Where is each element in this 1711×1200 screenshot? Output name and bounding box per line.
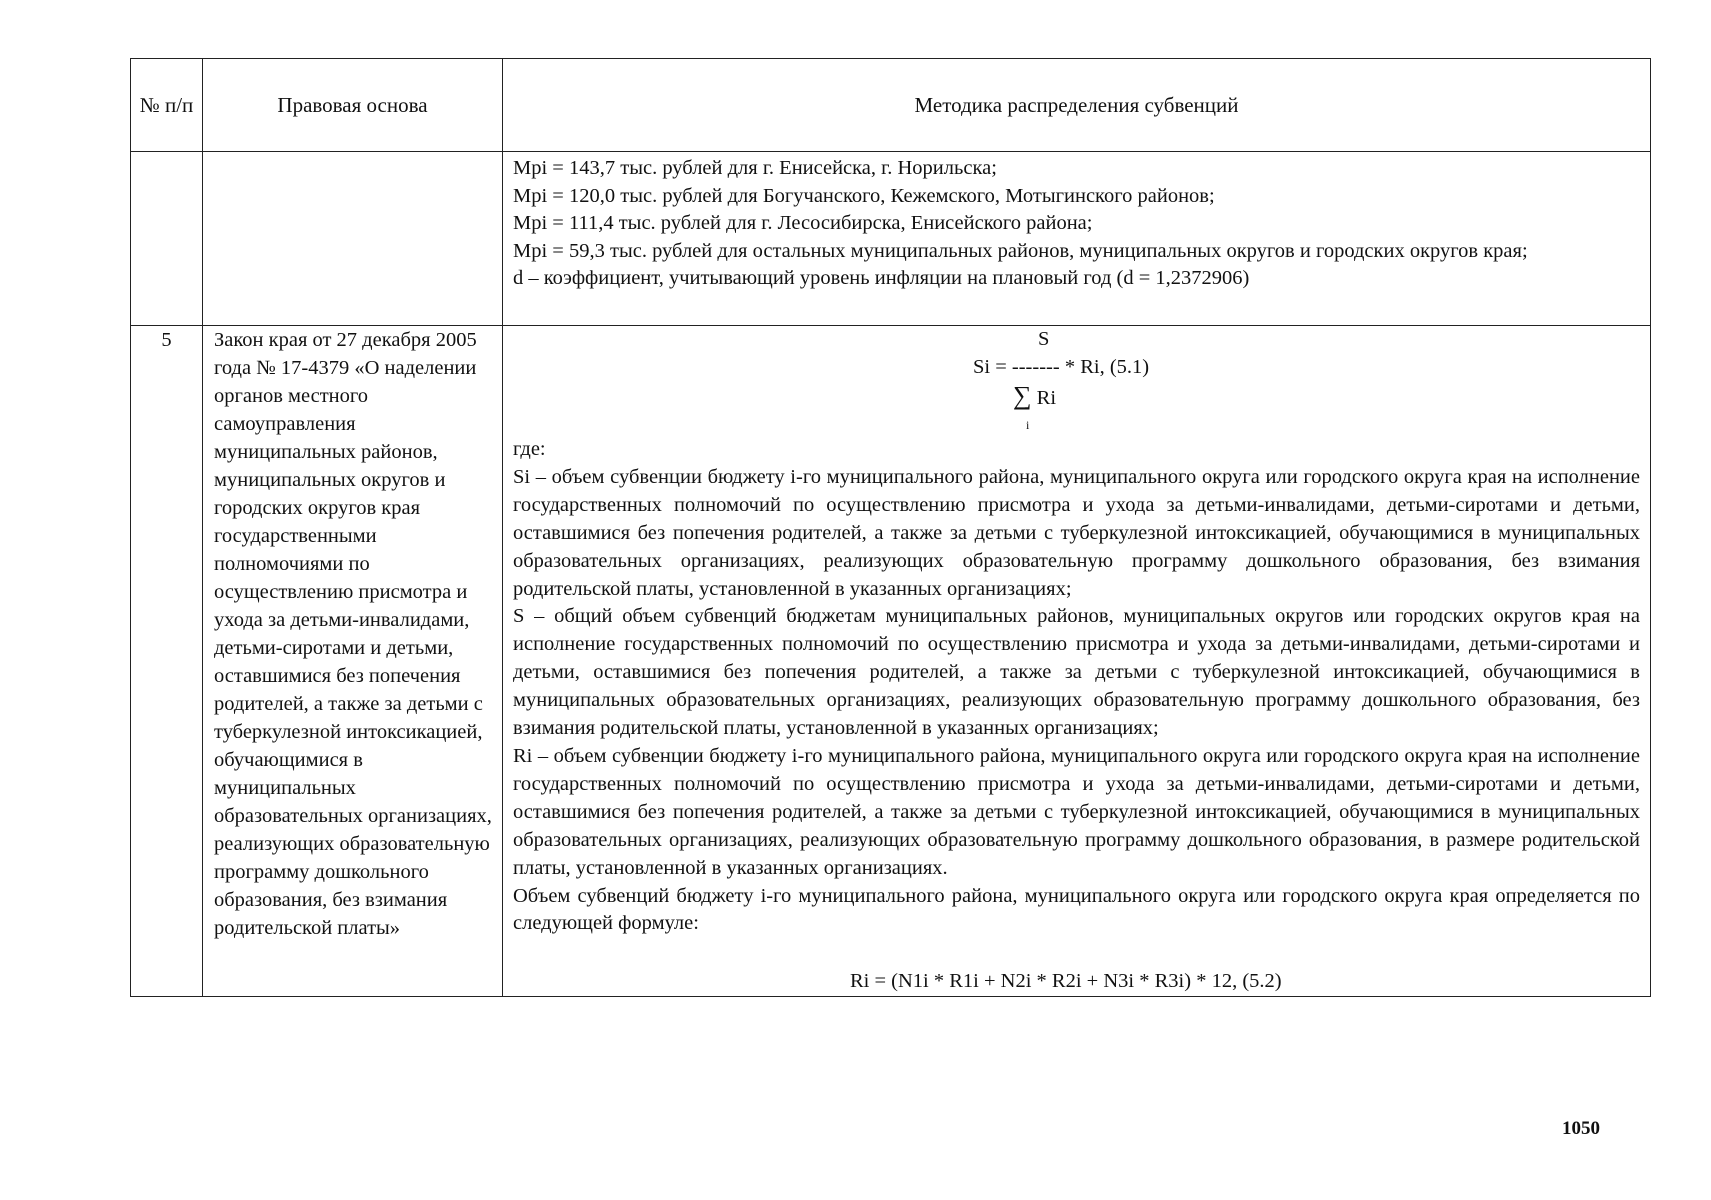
sum-symbol-icon: ∑ [1013,381,1032,410]
mpi-line-2: Mpi = 120,0 тыс. рублей для Богучанского, Кежемского, Мотыгинского районов; [513,184,1215,207]
formula-denominator-ri: Ri [1036,387,1057,409]
row1-law-cell [203,152,503,326]
table-header-row [131,59,1651,152]
formula-numerator: S [1038,328,1050,350]
formula-denominator [1013,382,1056,413]
formula-5-2: Ri = (N1i * R1i + N2i * R2i + N3i * R3i) * 12, (5.2) [850,970,1282,993]
table-row [131,152,1651,326]
row2-law-cell: Закон края от 27 декабря 2005 года № 17-4379 «О наделении органов местного самоуправления муниципальных районов, муниципальных округов и городских округов края государственными полномочиями по осуществлению присмотра и ухода за детьми-инвалидами, детьми-сиротами и детьми, оставшимися без попечения родителей, а также за детьми с туберкулезной интоксикацией, обучающимися в муниципальных образовательных организациях, реализующих образовательную программу дошкольного образования, без взимания родительской платы» [203,326,503,997]
formula-main: Si = ------- * Ri, (5.1) [973,356,1150,378]
where-label: где: [513,438,546,460]
mpi-line-4: Mpi = 59,3 тыс. рублей для остальных муниципальных районов, муниципальных округов и городских округов края; [513,239,1528,262]
row2-method-cell [503,326,1651,997]
row2-num-cell: 5 [131,326,203,997]
header-method: Методика распределения субвенций [503,59,1651,152]
row1-method-cell [503,152,1651,326]
d-coefficient-line: d – коэффициент, учитывающий уровень инфляции на плановый год (d = 1,2372906) [513,267,1250,289]
ri-definition: Ri – объем субвенции бюджету i-го муниципального района, муниципального округа или городского округа края на исполнение государственных полномочий по осуществлению присмотра и ухода за детьми-инвалидами, детьми-сиротами и детьми, оставшимися без попечения родителей, а также за детьми с туберкулезной интоксикацией, обучающимися в муниципальных образовательных организациях, реализующих образовательную программу дошкольного образования, в размере родительской платы, установленной в указанных организациях. [513,744,1640,879]
table-row [131,326,1651,997]
si-definition: Si – объем субвенции бюджету i-го муниципального района, муниципального округа или городского округа края на исполнение государственных полномочий по осуществлению присмотра и ухода за детьми-инвалидами, детьми-сиротами и детьми, оставшимися без попечения родителей, а также за детьми с туберкулезной интоксикацией, обучающимися в муниципальных образовательных организациях, реализующих образовательную программу дошкольного образования, без взимания родительской платы, установленной в указанных организациях; [513,465,1640,600]
mpi-line-3: Mpi = 111,4 тыс. рублей для г. Лесосибирска, Енисейского района; [513,212,1093,234]
subvention-table [130,58,1651,997]
header-num: № п/п [131,59,203,152]
mpi-line-1: Mpi = 143,7 тыс. рублей для г. Енисейска, г. Норильска; [513,157,997,179]
volume-paragraph: Объем субвенций бюджету i-го муниципального района, муниципального округа или городского округа края определяется по следующей формуле: [513,884,1640,935]
s-definition: S – общий объем субвенций бюджетам муниципальных районов, муниципальных округов или городских округов края на исполнение государственных полномочий по осуществлению присмотра и ухода за детьми-инвалидами, детьми-сиротами и детьми, оставшимися без попечения родителей, а также за детьми с туберкулезной интоксикацией, обучающимися в муниципальных образовательных организациях, реализующих образовательную программу дошкольного образования, без взимания родительской платы, установленной в указанных организациях; [513,605,1640,740]
row1-num-cell [131,152,203,326]
header-law: Правовая основа [203,59,503,152]
formula-index: i [1026,418,1030,432]
page-number: 1050 [1562,1118,1600,1139]
formula-5-1 [513,326,1640,436]
